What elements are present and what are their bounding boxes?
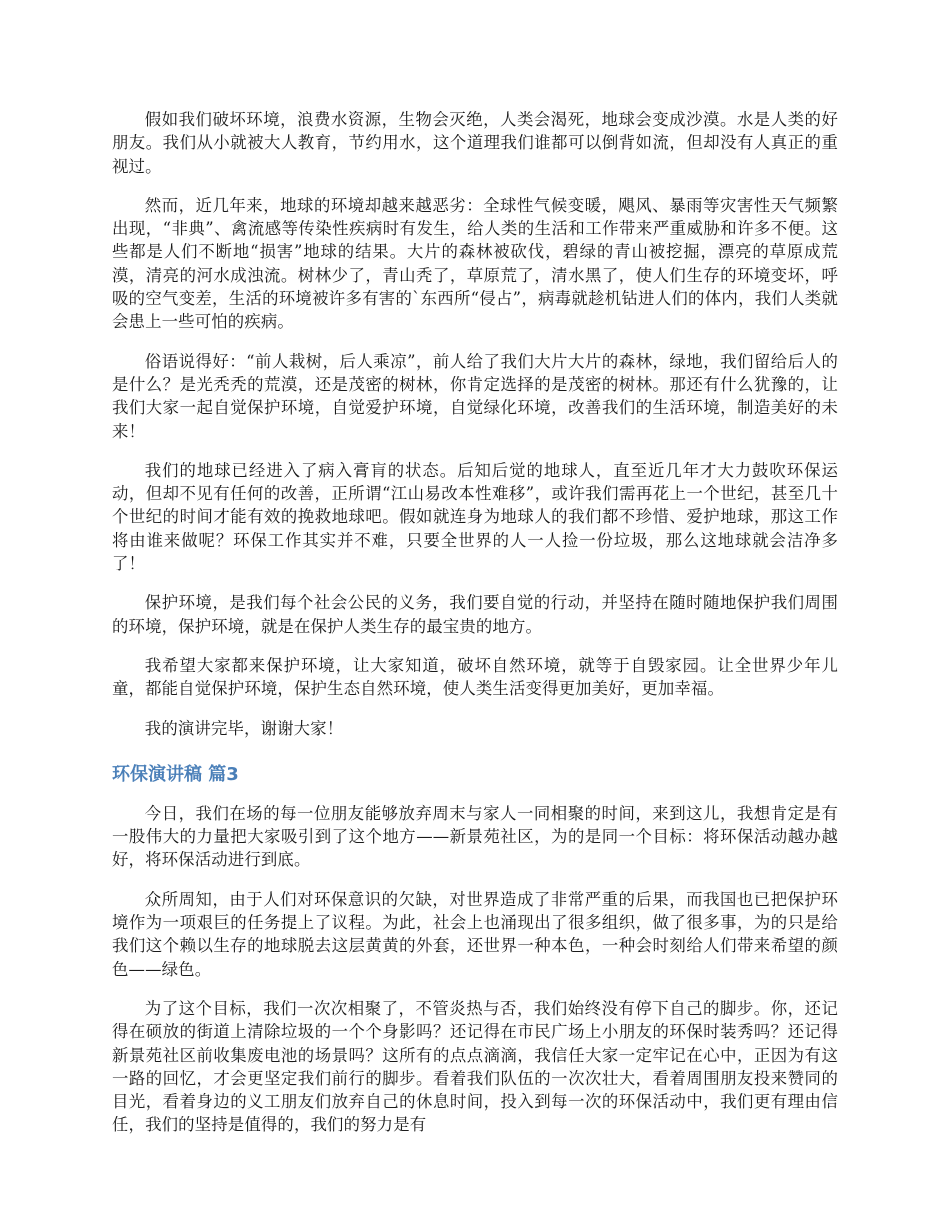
paragraph: 今日，我们在场的每一位朋友能够放弃周末与家人一同相聚的时间，来到这儿，我想肯定是有一股伟大的力量把大家吸引到了这个地方——新景苑社区，为的是同一个目标：将环保活动越办越好，将环保活动进行到底。: [112, 803, 838, 870]
paragraph: 为了这个目标，我们一次次相聚了，不管炎热与否，我们始终没有停下自己的脚步。你，还记得在硕放的街道上清除垃圾的一个个身影吗？还记得在市民广场上小朋友的环保时装秀吗？还记得新景苑社区前收集废电池的场景吗？这所有的点点滴滴，我信任大家一定牢记在心中，正因为有这一路的回忆，才会更坚定我们前行的脚步。看着我们队伍的一次次壮大，看着周围朋友投来赞同的目光，看着身边的义工朋友们放弃自己的休息时间，投入到每一次的环保活动中，我们更有理由信任，我们的坚持是值得的，我们的努力是有: [112, 998, 838, 1135]
paragraph: 保护环境，是我们每个社会公民的义务，我们要自觉的行动，并坚持在随时随地保护我们周围的环境，保护环境，就是在保护人类生存的最宝贵的地方。: [112, 593, 838, 636]
paragraph: 我们的地球已经进入了病入膏肓的状态。后知后觉的地球人，直至近几年才大力鼓吹环保运动，但却不见有任何的改善，正所谓“江山易改本性难移”，或许我们需再花上一个世纪，甚至几十个世纪的时间才能有效的挽救地球吧。假如就连身为地球人的我们都不珍惜、爱护地球，那这工作将由谁来做呢？环保工作其实并不难，只要全世界的人一人捡一份垃圾，那么这地球就会洁净多了！: [112, 460, 838, 574]
paragraph: 然而，近几年来，地球的环境却越来越恶劣：全球性气候变暖，飓风、暴雨等灾害性天气频繁出现，“非典”、禽流感等传染性疾病时有发生，给人类的生活和工作带来严重威胁和许多不便。这些都是人们不断地“损害”地球的结果。大片的森林被砍伐，碧绿的青山被挖掘，漂亮的草原成荒漠，清亮的河水成浊流。树林少了，青山秃了，草原荒了，清水黑了，使人们生存的环境变坏，呼吸的空气变差，生活的环境被许多有害的`东西所“侵占”，病毒就趁机钻进人们的体内，我们人类就会患上一些可怕的疾病。: [112, 195, 838, 332]
paragraph: 我希望大家都来保护环境，让大家知道，破坏自然环境，就等于自毁家园。让全世界少年儿童，都能自觉保护环境，保护生态自然环境，使人类生活变得更加美好，更加幸福。: [112, 655, 838, 699]
section-previous-speech: [112, 108, 838, 740]
section-speech-3: [112, 802, 838, 1137]
paragraph: 假如我们破坏环境，浪费水资源，生物会灭绝，人类会渴死，地球会变成沙漠。水是人类的好朋友。我们从小就被大人教育，节约用水，这个道理我们谁都可以倒背如流，但却没有人真正的重视过。: [112, 110, 838, 176]
paragraph: 俗语说得好：“前人栽树，后人乘凉”，前人给了我们大片大片的森林，绿地，我们留给后人的是什么？是光秃秃的荒漠，还是茂密的树林，你肯定选择的是茂密的树林。那还有什么犹豫的，让我们大家一起自觉保护环境，自觉爱护环境，自觉绿化环境，改善我们的生活环境，制造美好的未来！: [112, 351, 838, 441]
paragraph: 众所周知，由于人们对环保意识的欠缺，对世界造成了非常严重的后果，而我国也已把保护环境作为一项艰巨的任务提上了议程。为此，社会上也涌现出了很多组织，做了很多事，为的只是给我们这个赖以生存的地球脱去这层黄黄的外套，还世界一种本色，一种会时刻给人们带来希望的颜色——绿色。: [112, 889, 838, 979]
paragraph: 我的演讲完毕，谢谢大家！: [144, 718, 344, 738]
section-heading: 环保演讲稿 篇3: [112, 763, 239, 785]
